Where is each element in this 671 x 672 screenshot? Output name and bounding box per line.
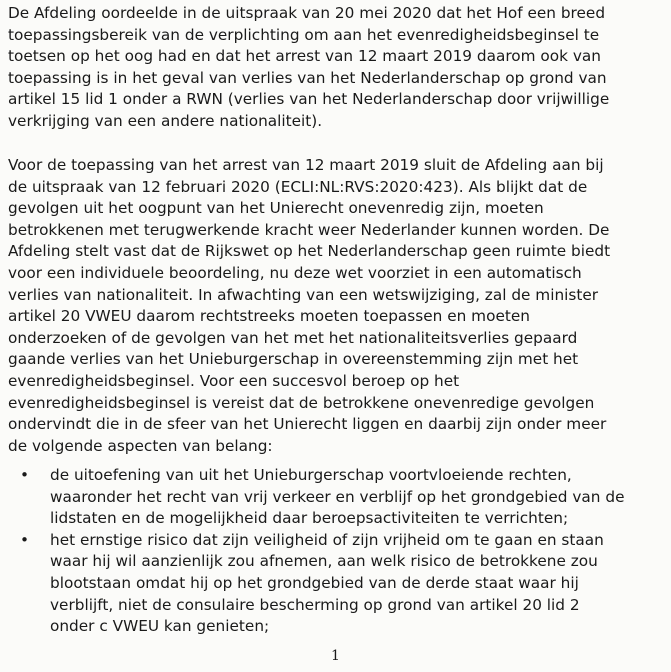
text-line: evenredigheidsbeginsel is vereist dat de betrokkene onevenredige gevolgen [8,393,595,412]
text-line: toepassing is in het geval van verlies van het Nederlanderschap op grond van [8,68,607,87]
text-line: het ernstige risico dat zijn veiligheid of zijn vrijheid om te gaan en staan [50,530,604,549]
text-line: verlies van nationaliteit. In afwachting van een wetswijziging, zal de minister [8,285,599,304]
text-line: Voor de toepassing van het arrest van 12 maart 2019 sluit de Afdeling aan bij [8,156,604,174]
bullet-list [8,465,668,638]
text-line: voor een individuele beoordeling, nu deze wet voorziet in een automatisch [8,263,582,282]
bullet-icon: • [20,530,30,549]
text-line: betrokkenen met terugwerkende kracht weer Nederlander kunnen worden. De [8,220,610,239]
text-line: toepassingsbereik van de verplichting om aan het evenredigheidsbeginsel te [8,25,600,44]
text-line: ondervindt die in de sfeer van het Unierecht liggen en daarbij zijn onder meer [8,415,607,434]
text-line: De Afdeling oordeelde in de uitspraak van 20 mei 2020 dat het Hof een breed [8,4,606,22]
text-line: lidstaten en de mogelijkheid daar beroepsactiviteiten te verrichten; [50,509,569,528]
text-line: de uitspraak van 12 februari 2020 (ECLI:NL:RVS:2020:423). Als blijkt dat de [8,177,588,196]
text-line: artikel 15 lid 1 onder a RWN (verlies van het Nederlanderschap door vrijwillige [8,90,610,109]
text-line: onder c VWEU kan genieten; [50,617,270,636]
text-line: de uitoefening van uit het Unieburgerschap voortvloeiende rechten, [50,466,572,484]
text-line: waaronder het recht van vrij verkeer en verblijf op het grondgebied van de [50,487,625,506]
text-line: evenredigheidsbeginsel. Voor een succesvol beroep op het [8,371,460,390]
text-line: verkrijging van een andere nationaliteit). [8,111,323,130]
bullet-icon: • [20,466,30,484]
text-line: onderzoeken of de gevolgen van het met het nationaliteitsverlies gepaard [8,328,578,347]
text-line: toetsen op het oog had en dat het arrest van 12 maart 2019 daarom ook van [8,47,601,66]
page-number: 1 [331,648,340,664]
list-item [8,465,668,530]
text-line: waar hij wil aanzienlijk zou afnemen, aan welk risico de betrokkene zou [50,552,598,571]
paragraph-1 [8,3,668,133]
text-line: Afdeling stelt vast dat de Rijkswet op het Nederlanderschap geen ruimte biedt [8,242,611,261]
text-line: blootstaan omdat hij op het grondgebied van de derde staat waar hij [50,573,579,592]
text-line: verblijft, niet de consulaire bescherming op grond van artikel 20 lid 2 [50,595,580,614]
text-line: gaande verlies van het Unieburgerschap in overeenstemming zijn met het [8,350,579,369]
text-line: gevolgen uit het oogpunt van het Unierecht onevenredig zijn, moeten [8,199,544,218]
list-item [8,530,668,638]
paragraph-2 [8,155,668,457]
text-line: de volgende aspecten van belang: [8,436,273,455]
text-line: artikel 20 VWEU daarom rechtstreeks moeten toepassen en moeten [8,307,530,326]
